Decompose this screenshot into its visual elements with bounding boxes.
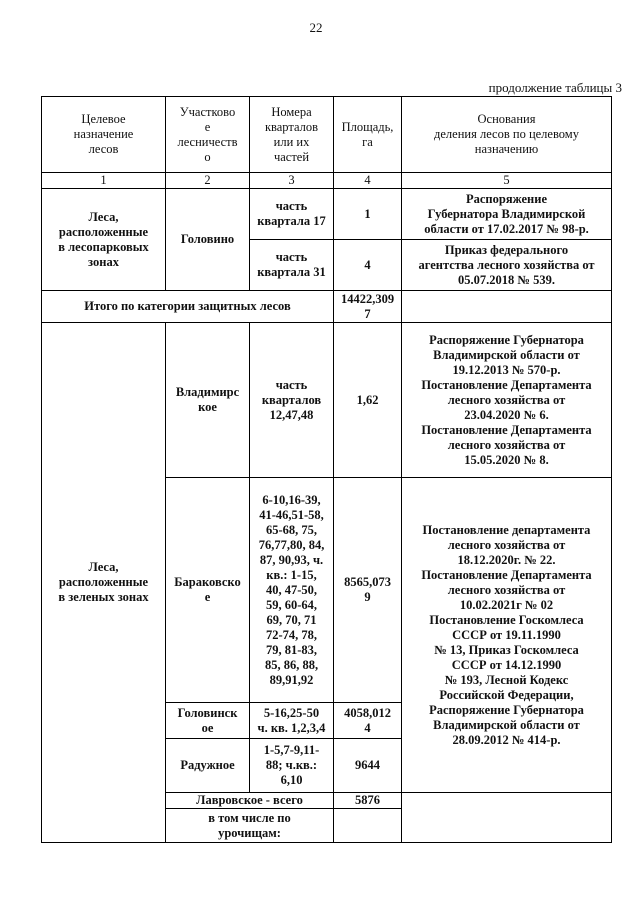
table-row [42,189,612,240]
quarters-cell: часть квартала 17 [250,189,334,240]
forestry-cell: Владимирс кое [166,323,250,478]
quarters-cell: часть квартала 31 [250,240,334,291]
column-number: 4 [334,173,402,189]
basis-cell: Приказ федерального агентства лесного хозяйства от 05.07.2018 № 539. [402,240,612,291]
purpose-cell: Леса, расположенные в лесопарковых зонах [42,189,166,291]
area-cell: 9644 [334,739,402,793]
quarters-cell: 5-16,25-50 ч. кв. 1,2,3,4 [250,703,334,739]
area-cell: 1,62 [334,323,402,478]
forestry-cell: Бараковско е [166,478,250,703]
page-number: 22 [309,20,323,35]
empty-cell [402,291,612,323]
basis-cell: Распоряжение Губернатора Владимирской области от 17.02.2017 № 98-р. [402,189,612,240]
forest-purpose-table [41,96,612,843]
table-header-row [42,97,612,173]
column-number: 1 [42,173,166,189]
empty-cell [402,793,612,843]
area-cell: 8565,073 9 [334,478,402,703]
header-quarters: Номера кварталов или их частей [250,97,334,173]
forestry-cell: Головино [166,189,250,291]
header-forestry: Участково е лесничеств о [166,97,250,173]
column-number: 3 [250,173,334,189]
header-area: Площадь, га [334,97,402,173]
area-cell: 5876 [334,793,402,809]
header-basis: Основания деления лесов по целевому назначению [402,97,612,173]
area-cell: 1 [334,189,402,240]
empty-cell [334,809,402,843]
table-continuation-label: продолжение таблицы 3 [488,80,622,95]
total-area: 14422,309 7 [334,291,402,323]
quarters-cell: 1-5,7-9,11- 88; ч.кв.: 6,10 [250,739,334,793]
total-row [42,291,612,323]
forestry-cell: Радужное [166,739,250,793]
lavrovo-label: Лавровское - всего [166,793,334,809]
quarters-cell: часть кварталов 12,47,48 [250,323,334,478]
area-cell: 4058,012 4 [334,703,402,739]
including-label: в том числе по урочищам: [166,809,334,843]
table-row [42,323,612,478]
basis-cell: Постановление департамента лесного хозяйства от 18.12.2020г. № 22. Постановление Департамента лесного хозяйства от 10.02.2021г № 02 Постановление Госкомлеса СССР от 19.11.1990 № 13, Приказ Госкомлеса СССР от 14.12.1990 № 193, Лесной Кодекс Российской Федерации, Распоряжение Губернатора Владимирской области от 28.09.2012 № 414-р. [402,478,612,793]
total-label: Итого по категории защитных лесов [42,291,334,323]
column-number: 2 [166,173,250,189]
forestry-cell: Головинск ое [166,703,250,739]
column-number: 5 [402,173,612,189]
area-cell: 4 [334,240,402,291]
purpose-cell: Леса, расположенные в зеленых зонах [42,323,166,843]
header-purpose: Целевое назначение лесов [42,97,166,173]
quarters-cell: 6-10,16-39, 41-46,51-58, 65-68, 75, 76,77,80, 84, 87, 90,93, ч. кв.: 1-15, 40, 47-50, 59, 60-64, 69, 70, 71 72-74, 78, 79, 81-83, 85, 86, 88, 89,91,92 [250,478,334,703]
column-number-row [42,173,612,189]
basis-cell: Распоряжение Губернатора Владимирской области от 19.12.2013 № 570-р. Постановление Департамента лесного хозяйства от 23.04.2020 № 6. Постановление Департамента лесного хозяйства от 15.05.2020 № 8. [402,323,612,478]
